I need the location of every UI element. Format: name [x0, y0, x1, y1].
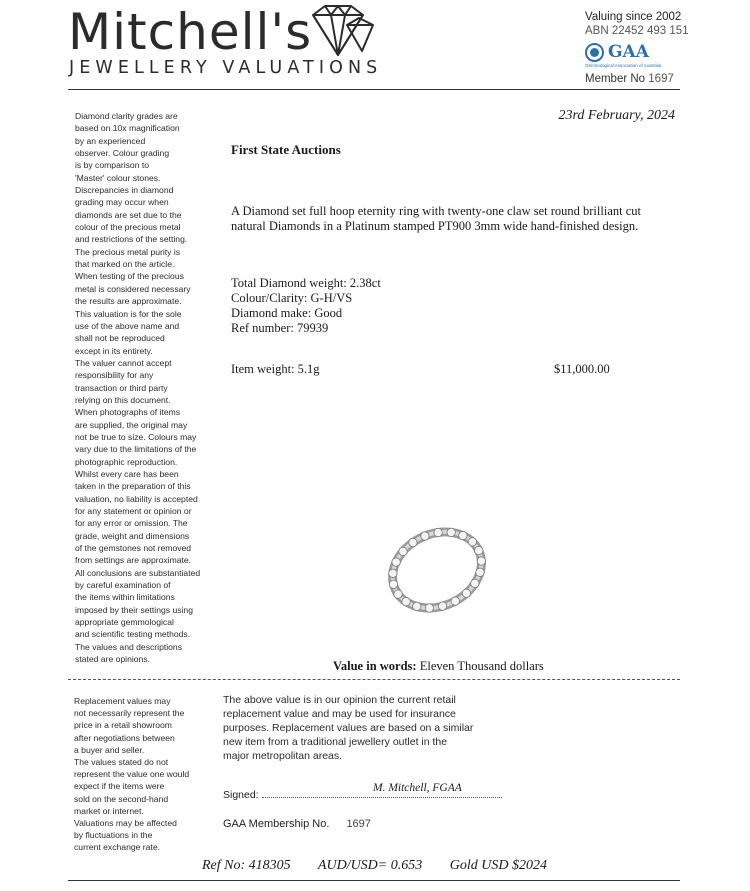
disclaimer-line: of the gemstones not removed [75, 543, 192, 554]
disclaimer-line: based on 10x magnification [75, 123, 180, 134]
disclaimer-line: except in its entirety. [75, 345, 153, 356]
disclaimer-line: the items within limitations [75, 592, 175, 603]
disclaimer-line: from settings are approximate. [75, 555, 192, 566]
opinion-line: replacement value and may be used for insurance [223, 708, 456, 720]
disclaimer-line: transaction or third party [75, 382, 168, 393]
disclaimer-line: Replacement values may [74, 696, 171, 706]
header-rule [68, 89, 680, 90]
member-number [585, 73, 695, 85]
exchange-rate: AUD/USD= 0.653 [317, 858, 423, 873]
disclaimer-line: imposed by their settings using [75, 604, 193, 615]
disclaimer-line: a buyer and seller. [74, 744, 145, 755]
item-description: A Diamond set full hoop eternity ring with twenty-one claw set round brilliant cut natural Diamonds in a Platinum stamped PT900 3mm wide hand-finished design. [231, 204, 641, 233]
header-credentials [585, 10, 695, 85]
disclaimer-line: observer. Colour grading [75, 148, 170, 159]
section-divider [68, 679, 680, 681]
disclaimer-line: shall not be reproduced [75, 333, 165, 344]
gold-price: Gold USD $2024 [449, 858, 547, 873]
disclaimer-line: stated are opinions. [75, 654, 151, 665]
disclaimer-line: current exchange rate. [74, 842, 160, 853]
ring-photo [385, 518, 490, 623]
valuing-since: Valuing since 2002 [585, 11, 682, 23]
disclaimer-line: the results are approximate. [75, 296, 182, 307]
spec-line: Total Diamond weight: 2.38ct [231, 276, 381, 290]
disclaimer-line: valuation, no liability is accepted [75, 493, 198, 504]
diamond-logo-icon [307, 5, 377, 57]
disclaimer-line: for any error or omission. The [75, 518, 188, 529]
disclaimer-line: appropriate gemmological [75, 617, 174, 628]
item-weight: Item weight: 5.1g [231, 362, 320, 376]
disclaimer-line: responsibility for any [75, 370, 154, 381]
spec-line: Colour/Clarity: G-H/VS [231, 291, 353, 305]
disclaimer-line: photographic reproduction. [75, 456, 178, 467]
gaa-seal-icon [585, 43, 604, 62]
disclaimer-line: grade, weight and dimensions [75, 530, 190, 541]
disclaimer-line: not necessarily represent the [74, 708, 185, 719]
disclaimer-line: for any statement or opinion or [75, 506, 192, 516]
signed-label: Signed: [223, 789, 259, 801]
disclaimer-line: colour of the precious metal [75, 222, 181, 233]
opinion-line: purposes. Replacement values are based on a similar [223, 722, 474, 734]
membership-label: GAA Membership No. [223, 818, 330, 830]
disclaimer-line: Discrepancies in diamond [75, 185, 174, 196]
disclaimer-line: Diamond clarity grades are [75, 111, 178, 121]
opinion-line: major metropolitan areas. [223, 750, 343, 762]
gaa-label: GAA [608, 42, 649, 62]
signature-line [262, 797, 502, 799]
disclaimer-line: market or internet. [74, 805, 144, 816]
disclaimer-line: by careful examination of [75, 580, 171, 591]
disclaimer-line: vary due to the limitations of the [75, 444, 197, 455]
disclaimer-line: Valuations may be affected [74, 818, 177, 829]
disclaimer-line: Whilst every care has been [75, 468, 179, 479]
disclaimer-line: grading may occur when [75, 197, 169, 208]
value-words-text: Eleven Thousand dollars [419, 659, 544, 673]
value-words-label: Value in words: [333, 659, 417, 673]
brand-name: Mitchell's [68, 3, 313, 61]
disclaimer-line: represent the value one would [74, 769, 190, 780]
opinion-line: new item from a traditional jewellery outlet in the [223, 736, 448, 748]
disclaimer-line: sold on the second-hand [74, 793, 169, 804]
disclaimer-line: price in a retail showroom [74, 720, 172, 731]
disclaimer-line: not be true to size. Colours may [75, 431, 197, 442]
client-name: First State Auctions [231, 142, 341, 157]
footer-rule [68, 880, 680, 881]
disclaimer-line: by fluctuations in the [74, 830, 153, 841]
ref-number: Ref No: 418305 [202, 858, 291, 873]
disclaimer-line: by an experienced [75, 135, 146, 146]
opinion-statement [223, 693, 493, 763]
disclaimer-line: The values stated do not [74, 757, 169, 768]
disclaimer-line: metal is considered necessary [75, 283, 191, 294]
abn-number: ABN 22452 493 151 [585, 25, 689, 37]
replacement-disclaimer [74, 695, 224, 854]
diamond-specs [231, 276, 381, 336]
disclaimer-line: This valuation is for the sole [75, 308, 182, 319]
disclaimer-line: expect if the items were [74, 781, 165, 792]
disclaimer-line: diamonds are set due to the [75, 209, 182, 220]
opinion-line: The above value is in our opinion the current retail [223, 694, 456, 706]
spec-line: Diamond make: Good [231, 306, 343, 320]
disclaimer-column [75, 110, 215, 665]
disclaimer-line: and restrictions of the setting. [75, 234, 188, 245]
disclaimer-line: All conclusions are substantiated [75, 567, 201, 578]
gaa-small-text: Gemmological Association of Australia [585, 63, 662, 68]
disclaimer-line: that marked on the article. [75, 259, 175, 270]
disclaimer-line: relying on this document. [75, 394, 171, 405]
disclaimer-line: The precious metal purity is [75, 246, 181, 257]
disclaimer-line: When photographs of items [75, 407, 181, 418]
item-value: $11,000.00 [554, 362, 610, 376]
gaa-logo [585, 41, 695, 63]
signature: M. Mitchell, FGAA [373, 782, 462, 794]
disclaimer-line: When testing of the precious [75, 271, 184, 282]
disclaimer-line: are supplied, the original may [75, 419, 188, 430]
disclaimer-line: and scientific testing methods. [75, 629, 191, 640]
disclaimer-line: The valuer cannot accept [75, 357, 172, 368]
spec-line: Ref number: 79939 [231, 321, 329, 335]
member-label: Member No [585, 73, 646, 85]
disclaimer-line: use of the above name and [75, 320, 180, 331]
member-no: 1697 [648, 73, 674, 85]
disclaimer-line: is by comparison to [75, 160, 150, 171]
disclaimer-line: taken in the preparation of this [75, 481, 191, 492]
value-in-words [333, 659, 544, 674]
disclaimer-line: after negotiations between [74, 732, 175, 743]
valuation-date: 23rd February, 2024 [558, 108, 675, 123]
footer-info [202, 858, 547, 874]
brand-subtitle: JEWELLERY VALUATIONS [69, 58, 383, 78]
gaa-membership [223, 818, 371, 830]
disclaimer-line: 'Master' colour stones. [75, 172, 161, 183]
disclaimer-line: The values and descriptions [75, 641, 183, 652]
membership-no: 1697 [346, 818, 371, 830]
